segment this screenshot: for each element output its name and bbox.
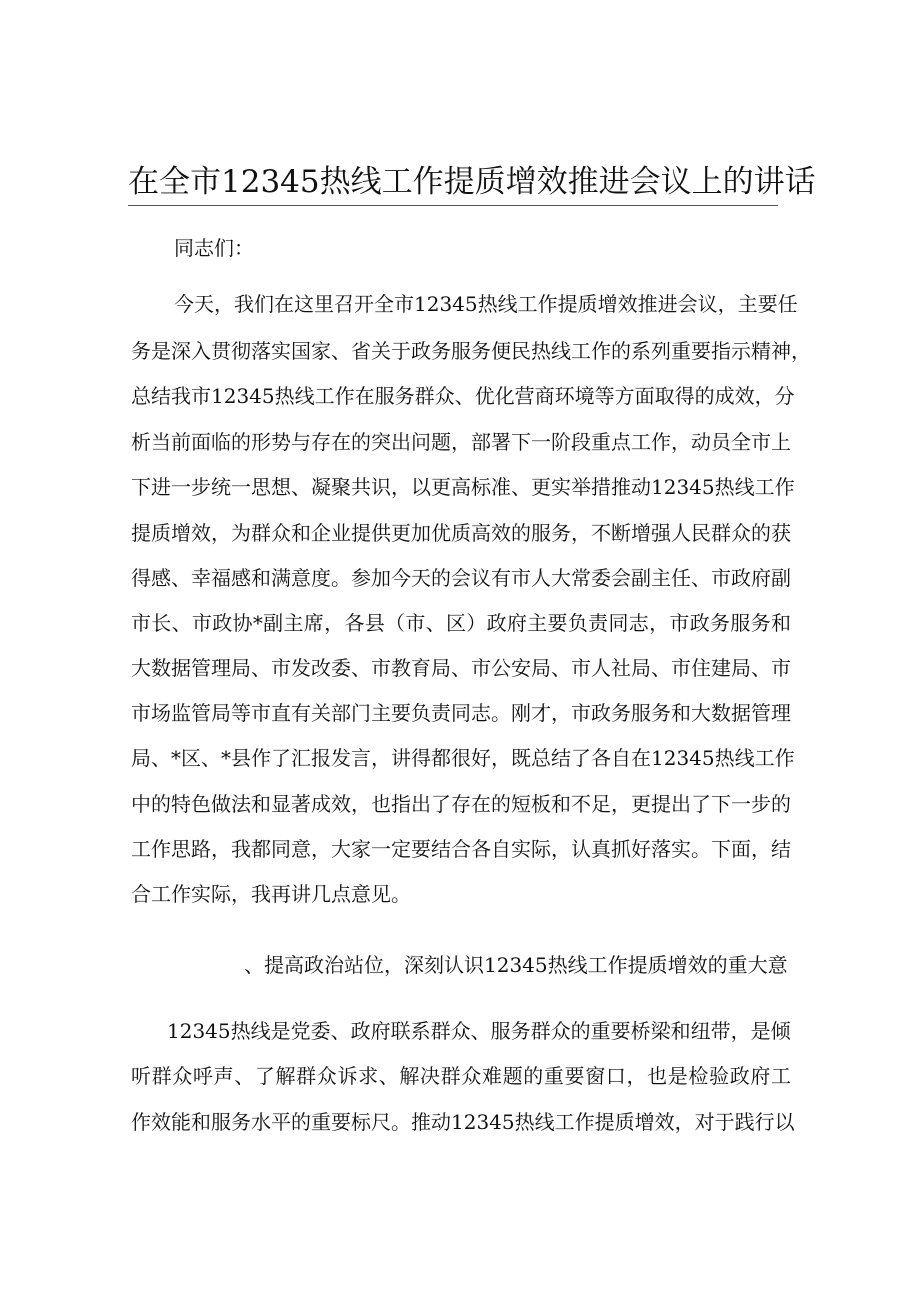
paragraph-line: 局、*区、*县作了汇报发言，讲得都很好，既总结了各自在12345热线工作 xyxy=(131,746,795,770)
document-title: 在全市12345热线工作提质增效推进会议上的讲话 xyxy=(128,164,816,200)
paragraph-line: 工作思路，我都同意，大家一定要结合各自实际，认真抓好落实。下面，结 xyxy=(131,837,791,861)
paragraph-line: 下进一步统一思想、凝聚共识，以更高标准、更实举措推动12345热线工作 xyxy=(131,475,795,499)
section-heading: 、提高政治站位，深刻认识12345热线工作提质增效的重大意 xyxy=(244,953,788,977)
paragraph-line: 大数据管理局、市发改委、市教育局、市公安局、市人社局、市住建局、市 xyxy=(131,656,791,680)
paragraph-line: 总结我市12345热线工作在服务群众、优化营商环境等方面取得的成效，分 xyxy=(131,384,795,408)
paragraph-line: 提质增效，为群众和企业提供更加优质高效的服务，不断增强人民群众的获 xyxy=(131,521,791,545)
salutation: 同志们： xyxy=(174,236,254,260)
paragraph-line: 市长、市政协*副主席，各县（市、区）政府主要负责同志，市政务服务和 xyxy=(131,611,791,635)
paragraph-line: 作效能和服务水平的重要标尺。推动12345热线工作提质增效，对于践行以 xyxy=(131,1110,795,1134)
title-underline xyxy=(128,205,778,206)
paragraph-line: 市场监管局等市直有关部门主要负责同志。刚才，市政务服务和大数据管理 xyxy=(131,701,791,725)
paragraph-line: 今天，我们在这里召开全市12345热线工作提质增效推进会议，主要任 xyxy=(174,292,798,316)
paragraph-line: 得感、幸福感和满意度。参加今天的会议有市人大常委会副主任、市政府副 xyxy=(131,566,791,590)
paragraph-line: 听群众呼声、了解群众诉求、解决群众难题的重要窗口，也是检验政府工 xyxy=(131,1064,791,1088)
paragraph-line: 合工作实际，我再讲几点意见。 xyxy=(131,882,411,906)
paragraph-line: 12345热线是党委、政府联系群众、服务群众的重要桥梁和纽带，是倾 xyxy=(167,1019,791,1043)
paragraph-line: 中的特色做法和显著成效，也指出了存在的短板和不足，更提出了下一步的 xyxy=(131,792,791,816)
paragraph-line: 析当前面临的形势与存在的突出问题，部署下一阶段重点工作，动员全市上 xyxy=(131,430,791,454)
paragraph-line: 务是深入贯彻落实国家、省关于政务服务便民热线工作的系列重要指示精神， xyxy=(131,339,811,363)
